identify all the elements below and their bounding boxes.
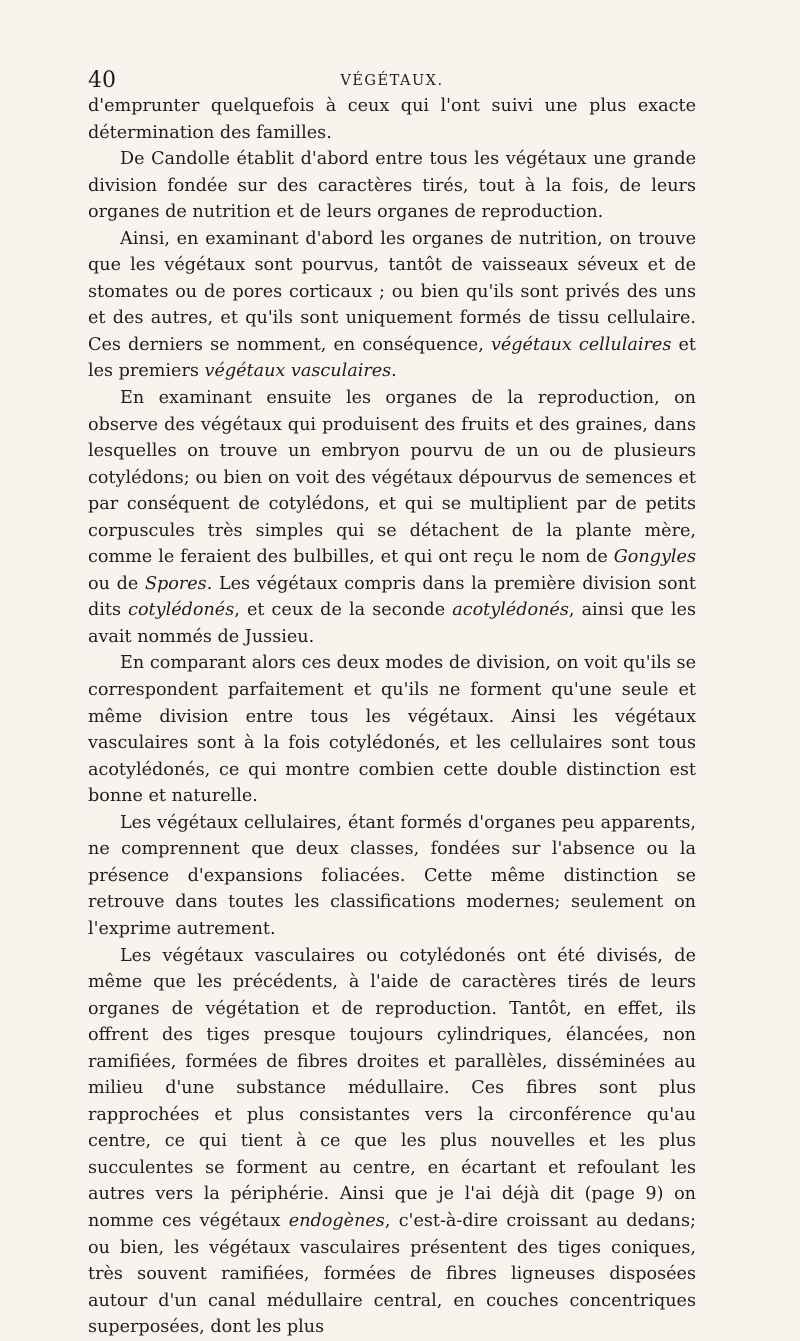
italic-term: Gongyles [613, 547, 696, 568]
italic-term: endogènes [288, 1210, 385, 1231]
paragraph [88, 226, 696, 385]
text-run: , c'est-à-dire croissant au dedans; ou bien, les végétaux vasculaires présentent des tiges coniques, très souvent ramifiées, formées de fibres ligneuses disposées autour d'un canal médullaire central, en couches concentriques superposées, dont les plus [88, 1210, 696, 1338]
italic-term: végétaux vasculaires. [204, 361, 397, 382]
text-run: Les végétaux cellulaires, étant formés d'organes peu apparents, ne comprennent que deux classes, fondées sur l'absence ou la présence d'expansions foliacées. Cette même distinction se retrouve dans toutes les classifications modernes; seulement on l'exprime autrement. [88, 812, 696, 939]
paragraph [88, 146, 696, 226]
text-run: et les premiers [88, 334, 696, 382]
text-run: Les végétaux vasculaires ou cotylédonés ont été divisés, de même que les précédents, à l'aide de caractères tirés de leurs organes de végétation et de reproduction. Tantôt, en effet, ils offrent des tiges presque toujours cylindriques, élancées, non ramifiées, formées de fibres droites et parallèles, disséminées au milieu d'une substance médullaire. Ces fibres sont plus rapprochées et plus consistantes vers la circonférence qu'au centre, ce qui tient à ce que les plus nouvelles et les plus succulentes se forment au centre, en écartant et refoulant les autres vers la périphérie. Ainsi que je l'ai déjà dit (page 9) on nomme ces végétaux [88, 945, 696, 1231]
text-run: Les végétaux compris dans la première division sont dits [88, 573, 696, 621]
running-title: VÉGÉTAUX. [340, 73, 444, 89]
text-run: ou de [88, 573, 145, 594]
italic-term: végétaux cellulaires [490, 334, 672, 355]
text-run: En comparant alors ces deux modes de division, on voit qu'ils se correspondent parfaitement et qu'ils ne forment qu'une seule et même division entre tous les végétaux. Ainsi les végétaux vasculaires sont à la fois cotylédonés, et les cellulaires sont tous acotylédonés, ce qui montre combien cette double distinction est bonne et naturelle. [88, 653, 696, 807]
text-run: Ainsi, en examinant d'abord les organes de nutrition, on trouve que les végétaux sont pourvus, tantôt de vaisseaux séveux et de stomates ou de pores corticaux ; ou bien qu'ils sont privés des uns et des autres, et qu'ils sont uniquement formés de tissu cellulaire. Ces derniers se nomment, en conséquence, [88, 228, 696, 355]
text-run: , ainsi que les avait nommés de Jussieu. [88, 600, 696, 647]
italic-term: Spores. [144, 573, 213, 594]
page-number: 40 [88, 68, 116, 93]
text-run: , et ceux de la seconde [234, 600, 453, 621]
paragraph [88, 93, 696, 146]
text-run: d'emprunter quelquefois à ceux qui l'ont suivi une plus exacte détermination des familles. [88, 96, 696, 143]
paragraph [88, 943, 696, 1341]
paragraph [88, 385, 696, 650]
body-text [88, 93, 696, 1341]
paragraph [88, 810, 696, 943]
italic-term: cotylédonés [128, 600, 235, 621]
text-run: En examinant ensuite les organes de la reproduction, on observe des végétaux qui produisent des fruits et des graines, dans lesquelles on trouve un embryon pourvu de un ou de plusieurs cotylédons; ou bien on voit des végétaux dépourvus de semences et par conséquent de cotylédons, et qui se multiplient par de petits corpuscules très simples qui se détachent de la plante mère, comme le feraient des bulbilles, et qui ont reçu le nom de [88, 388, 696, 568]
italic-term: acotylédonés [452, 600, 569, 621]
text-run: De Candolle établit d'abord entre tous les végétaux une grande division fondée sur des caractères tirés, tout à la fois, de leurs organes de nutrition et de leurs organes de reproduction. [88, 149, 696, 223]
paragraph [88, 650, 696, 809]
